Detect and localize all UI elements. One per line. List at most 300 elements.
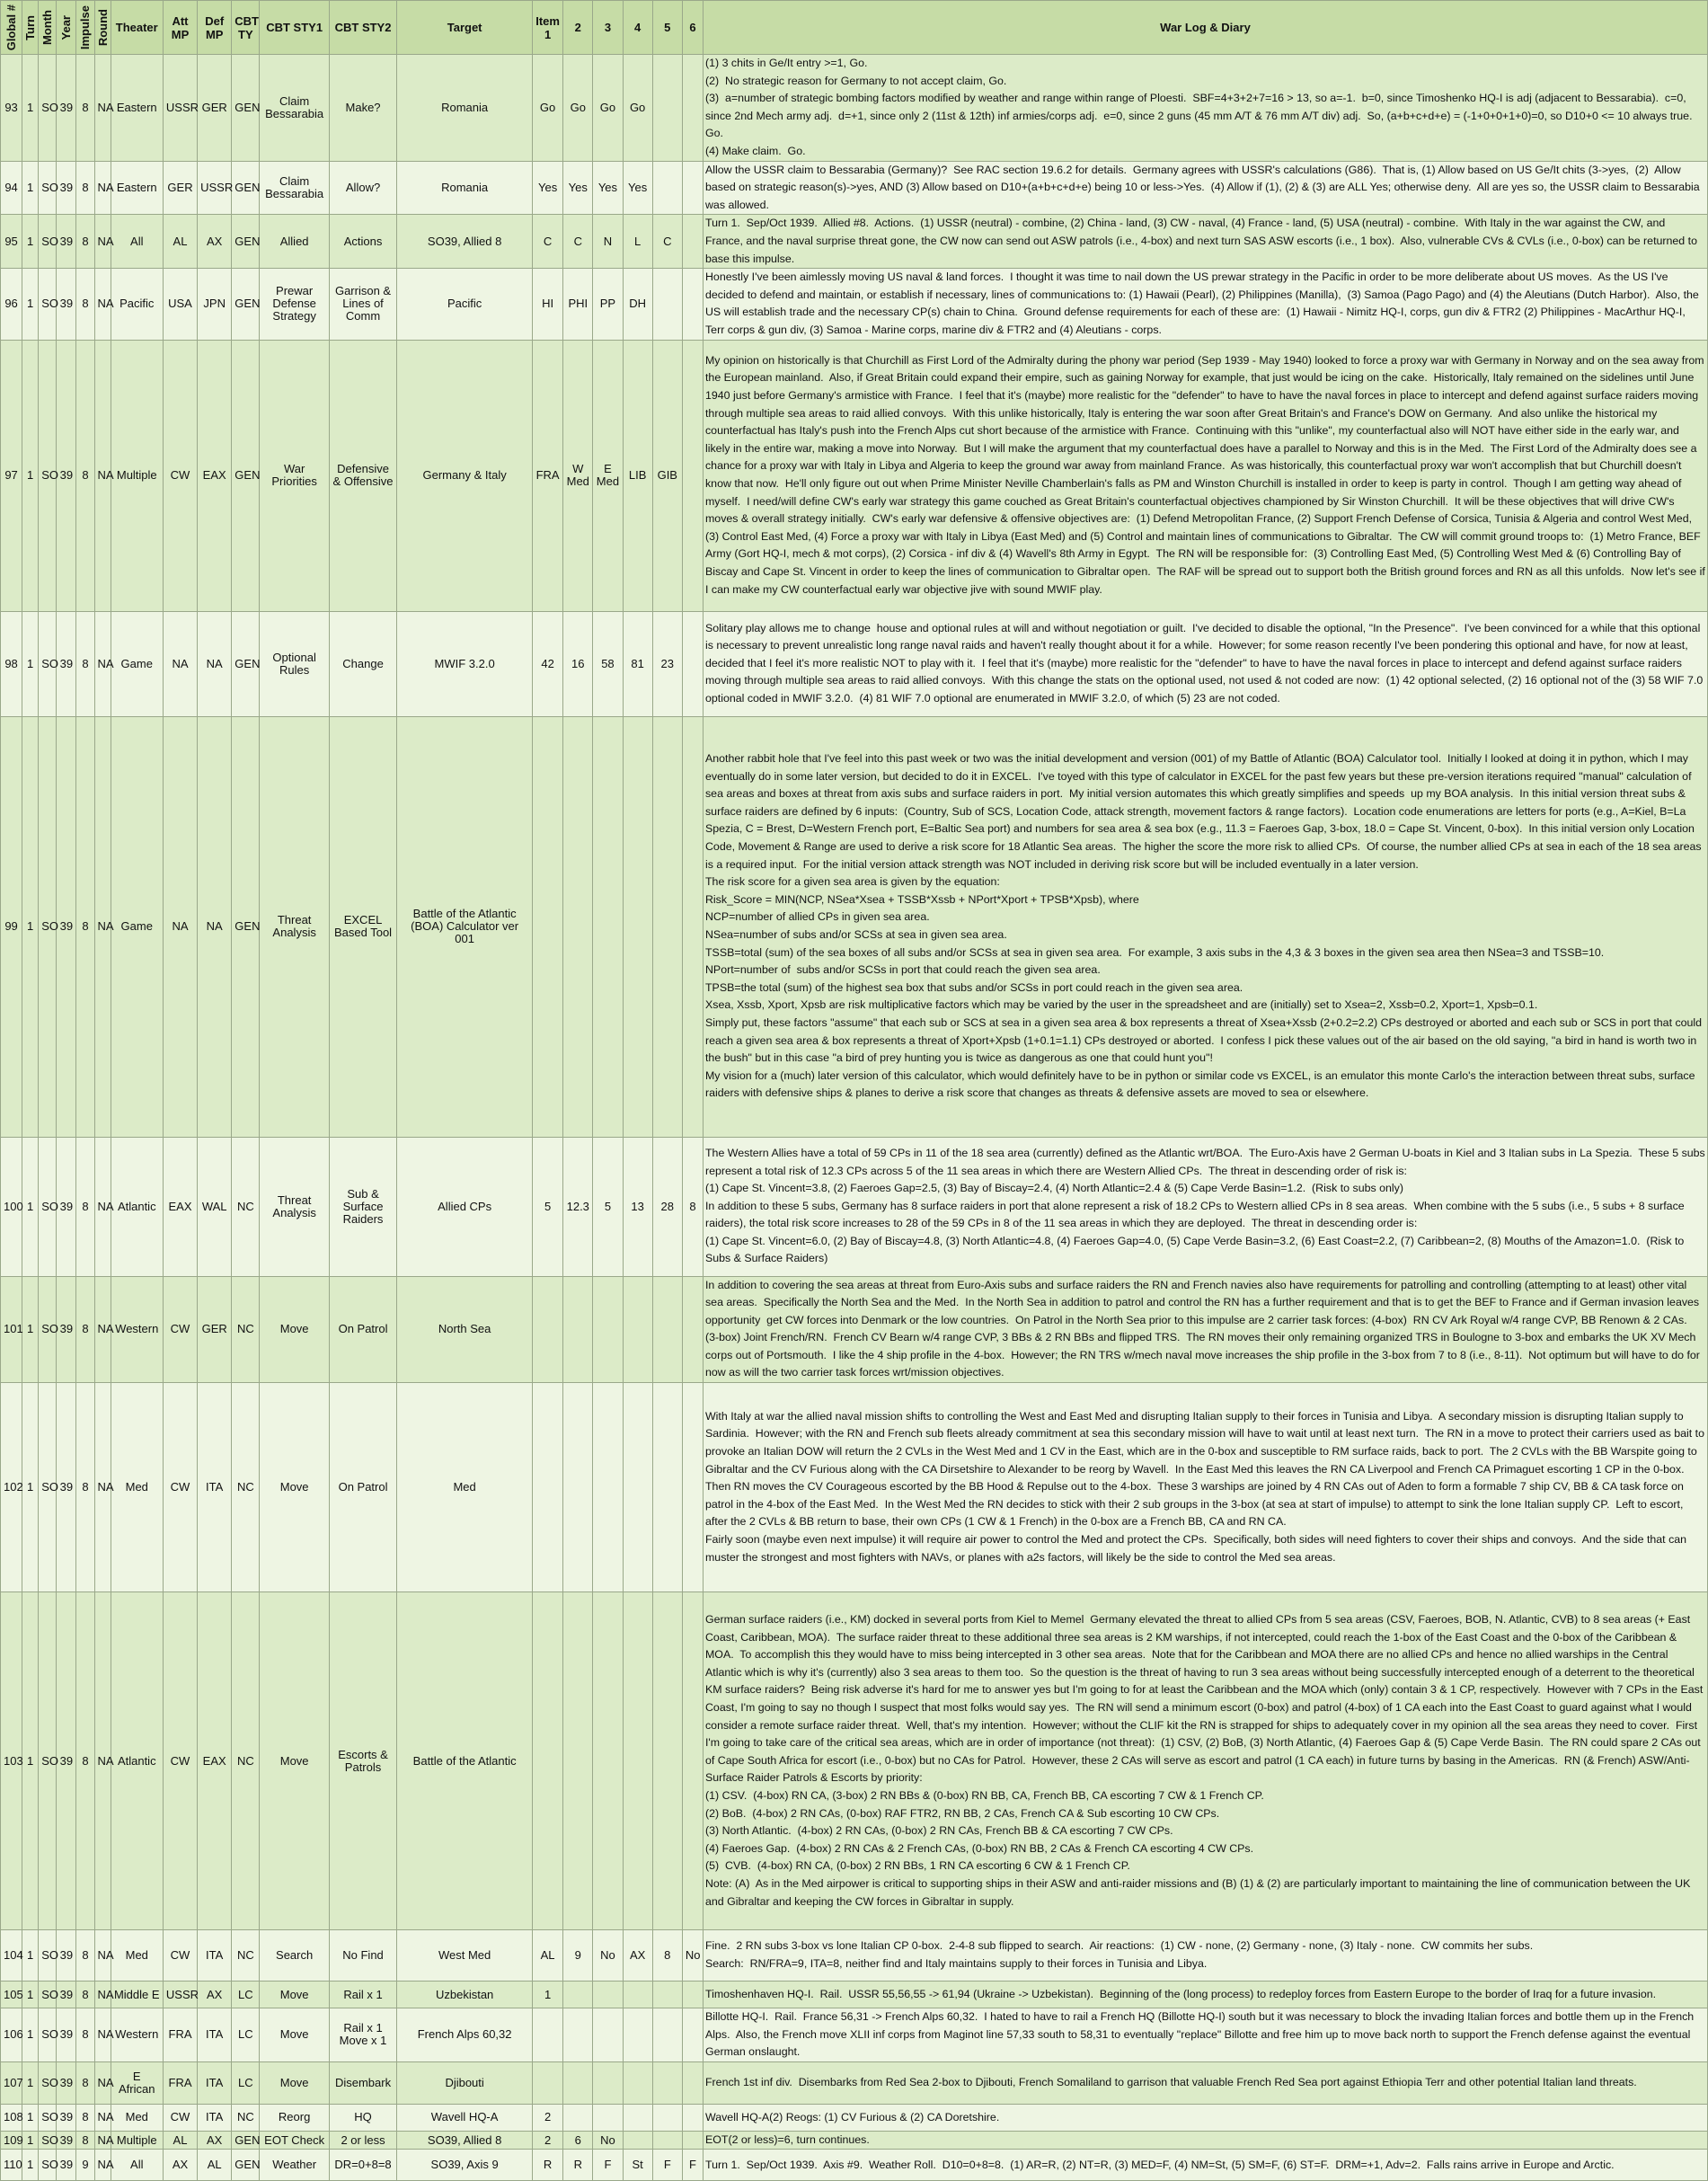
cell-att-mp[interactable]: USA: [163, 269, 197, 340]
cell-target[interactable]: Allied CPs: [397, 1137, 533, 1276]
cell-att-mp[interactable]: USSR: [163, 1982, 197, 2008]
cell-item-6[interactable]: [682, 1276, 703, 1383]
cell-cbt-sty1[interactable]: Move: [260, 1383, 329, 1592]
table-row[interactable]: [1, 1982, 1708, 2008]
cell-theater[interactable]: All: [111, 215, 163, 269]
cell-theater[interactable]: Atlantic: [111, 1592, 163, 1930]
cell-cbt-sty1[interactable]: Optional Rules: [260, 611, 329, 716]
cell-turn[interactable]: 1: [22, 55, 39, 162]
cell-item-1[interactable]: [533, 1383, 563, 1592]
cell-global[interactable]: 103: [1, 1592, 22, 1930]
cell-item-4[interactable]: Go: [623, 55, 652, 162]
cell-month[interactable]: SO: [39, 1276, 57, 1383]
table-row[interactable]: [1, 2104, 1708, 2131]
cell-year[interactable]: 39: [57, 1137, 76, 1276]
cell-cbt-sty1[interactable]: Claim Bessarabia: [260, 161, 329, 215]
cell-item-5[interactable]: [652, 1276, 682, 1383]
table-row[interactable]: [1, 340, 1708, 611]
cell-def-mp[interactable]: JPN: [198, 269, 232, 340]
cell-item-3[interactable]: F: [593, 2150, 623, 2181]
cell-att-mp[interactable]: CW: [163, 340, 197, 611]
cell-impulse[interactable]: 8: [76, 55, 94, 162]
cell-item-6[interactable]: [682, 340, 703, 611]
cell-global[interactable]: 104: [1, 1930, 22, 1982]
cell-item-3[interactable]: [593, 2061, 623, 2104]
cell-item-4[interactable]: [623, 1982, 652, 2008]
cell-item-3[interactable]: [593, 2104, 623, 2131]
cell-att-mp[interactable]: EAX: [163, 1137, 197, 1276]
cell-item-3[interactable]: No: [593, 2131, 623, 2150]
cell-war-log[interactable]: Turn 1. Sep/Oct 1939. Allied #8. Actions. (1) USSR (neutral) - combine, (2) China - land, (3) CW - naval, (4) France - land, (5) USA (neutral) - combine. With Italy in the war against the CW, and France, and the naval surprise threat gone, the CW now can send out ASW patrols (i.e., 4-box) and next turn SAS ASW escorts (i.e., 1 box). Also, vulnerable CVs & CVLs (i.e., 0-box) can be returned to base this impulse.: [703, 215, 1707, 269]
cell-def-mp[interactable]: ITA: [198, 1930, 232, 1982]
table-row[interactable]: [1, 2131, 1708, 2150]
cell-item-4[interactable]: St: [623, 2150, 652, 2181]
cell-item-5[interactable]: F: [652, 2150, 682, 2181]
cell-month[interactable]: SO: [39, 716, 57, 1137]
cell-impulse[interactable]: 8: [76, 161, 94, 215]
cell-month[interactable]: SO: [39, 2131, 57, 2150]
cell-item-1[interactable]: 2: [533, 2104, 563, 2131]
col-header-global[interactable]: Global #: [1, 1, 22, 55]
cell-item-5[interactable]: [652, 716, 682, 1137]
cell-def-mp[interactable]: AL: [198, 2150, 232, 2181]
col-header-theater[interactable]: Theater: [111, 1, 163, 55]
cell-cbt-ty[interactable]: GEN: [232, 55, 260, 162]
cell-item-6[interactable]: [682, 716, 703, 1137]
cell-cbt-ty[interactable]: GEN: [232, 215, 260, 269]
cell-impulse[interactable]: 8: [76, 716, 94, 1137]
cell-item-4[interactable]: [623, 1592, 652, 1930]
cell-item-2[interactable]: 9: [563, 1930, 593, 1982]
cell-target[interactable]: Wavell HQ-A: [397, 2104, 533, 2131]
cell-cbt-sty1[interactable]: Threat Analysis: [260, 1137, 329, 1276]
cell-def-mp[interactable]: ITA: [198, 2104, 232, 2131]
cell-month[interactable]: SO: [39, 340, 57, 611]
cell-item-6[interactable]: No: [682, 1930, 703, 1982]
cell-year[interactable]: 39: [57, 2104, 76, 2131]
cell-month[interactable]: SO: [39, 1137, 57, 1276]
cell-month[interactable]: SO: [39, 55, 57, 162]
cell-cbt-sty1[interactable]: Prewar Defense Strategy: [260, 269, 329, 340]
cell-war-log[interactable]: Billotte HQ-I. Rail. France 56,31 -> French Alps 60,32. I hated to have to rail a French HQ (Billotte HQ-I) south but it was necessary to block the invading Italian forces and bottle them up in the French Alps. Also, the French move XLII inf corps from Maginot line 57,33 south to 58,31 to eventually "replace" Billotte and free him up to move back north to support the French defense against the eventual German onslaught.: [703, 2008, 1707, 2062]
cell-cbt-ty[interactable]: GEN: [232, 2131, 260, 2150]
cell-cbt-sty1[interactable]: Move: [260, 1592, 329, 1930]
cell-target[interactable]: SO39, Axis 9: [397, 2150, 533, 2181]
cell-item-3[interactable]: [593, 1276, 623, 1383]
cell-item-3[interactable]: [593, 716, 623, 1137]
cell-item-1[interactable]: Go: [533, 55, 563, 162]
cell-theater[interactable]: Med: [111, 1930, 163, 1982]
cell-theater[interactable]: Atlantic: [111, 1137, 163, 1276]
cell-item-1[interactable]: [533, 1592, 563, 1930]
cell-round[interactable]: NA: [94, 2061, 111, 2104]
cell-item-6[interactable]: [682, 161, 703, 215]
cell-target[interactable]: Germany & Italy: [397, 340, 533, 611]
table-row[interactable]: [1, 2061, 1708, 2104]
cell-theater[interactable]: Eastern: [111, 55, 163, 162]
cell-cbt-sty2[interactable]: No Find: [329, 1930, 396, 1982]
cell-global[interactable]: 101: [1, 1276, 22, 1383]
cell-def-mp[interactable]: AX: [198, 1982, 232, 2008]
cell-att-mp[interactable]: CW: [163, 1592, 197, 1930]
cell-month[interactable]: SO: [39, 215, 57, 269]
cell-cbt-ty[interactable]: GEN: [232, 2150, 260, 2181]
cell-round[interactable]: NA: [94, 716, 111, 1137]
cell-item-2[interactable]: 16: [563, 611, 593, 716]
cell-item-1[interactable]: FRA: [533, 340, 563, 611]
cell-cbt-ty[interactable]: LC: [232, 2008, 260, 2062]
cell-year[interactable]: 39: [57, 2131, 76, 2150]
col-header-target[interactable]: Target: [397, 1, 533, 55]
cell-theater[interactable]: E African: [111, 2061, 163, 2104]
cell-item-4[interactable]: [623, 2061, 652, 2104]
cell-item-3[interactable]: No: [593, 1930, 623, 1982]
cell-item-5[interactable]: [652, 161, 682, 215]
cell-item-1[interactable]: HI: [533, 269, 563, 340]
cell-cbt-sty2[interactable]: EXCEL Based Tool: [329, 716, 396, 1137]
cell-item-4[interactable]: 13: [623, 1137, 652, 1276]
cell-target[interactable]: Pacific: [397, 269, 533, 340]
cell-item-2[interactable]: PHI: [563, 269, 593, 340]
col-header-item-5[interactable]: 5: [652, 1, 682, 55]
col-header-item-2[interactable]: 2: [563, 1, 593, 55]
cell-item-6[interactable]: [682, 611, 703, 716]
cell-impulse[interactable]: 8: [76, 2131, 94, 2150]
cell-turn[interactable]: 1: [22, 2008, 39, 2062]
col-header-def-mp[interactable]: Def MP: [198, 1, 232, 55]
cell-turn[interactable]: 1: [22, 716, 39, 1137]
cell-global[interactable]: 96: [1, 269, 22, 340]
cell-def-mp[interactable]: USSR: [198, 161, 232, 215]
col-header-cbt-ty[interactable]: CBT TY: [232, 1, 260, 55]
cell-impulse[interactable]: 8: [76, 1276, 94, 1383]
cell-target[interactable]: Uzbekistan: [397, 1982, 533, 2008]
cell-month[interactable]: SO: [39, 2008, 57, 2062]
cell-war-log[interactable]: EOT(2 or less)=6, turn continues.: [703, 2131, 1707, 2150]
cell-cbt-sty2[interactable]: Sub & Surface Raiders: [329, 1137, 396, 1276]
cell-def-mp[interactable]: NA: [198, 611, 232, 716]
cell-item-3[interactable]: PP: [593, 269, 623, 340]
cell-global[interactable]: 109: [1, 2131, 22, 2150]
cell-round[interactable]: NA: [94, 340, 111, 611]
cell-item-4[interactable]: LIB: [623, 340, 652, 611]
col-header-item-6[interactable]: 6: [682, 1, 703, 55]
cell-turn[interactable]: 1: [22, 2104, 39, 2131]
cell-item-5[interactable]: [652, 1383, 682, 1592]
cell-global[interactable]: 106: [1, 2008, 22, 2062]
cell-item-5[interactable]: [652, 2131, 682, 2150]
cell-item-4[interactable]: DH: [623, 269, 652, 340]
cell-year[interactable]: 39: [57, 269, 76, 340]
cell-turn[interactable]: 1: [22, 215, 39, 269]
cell-cbt-sty2[interactable]: Garrison & Lines of Comm: [329, 269, 396, 340]
cell-round[interactable]: NA: [94, 2131, 111, 2150]
cell-att-mp[interactable]: NA: [163, 716, 197, 1137]
cell-item-6[interactable]: [682, 2008, 703, 2062]
col-header-att-mp[interactable]: Att MP: [163, 1, 197, 55]
table-row[interactable]: [1, 55, 1708, 162]
cell-att-mp[interactable]: CW: [163, 1383, 197, 1592]
cell-round[interactable]: NA: [94, 611, 111, 716]
cell-month[interactable]: SO: [39, 1982, 57, 2008]
cell-item-4[interactable]: [623, 1276, 652, 1383]
cell-round[interactable]: NA: [94, 269, 111, 340]
cell-cbt-ty[interactable]: GEN: [232, 611, 260, 716]
cell-cbt-sty1[interactable]: War Priorities: [260, 340, 329, 611]
cell-item-2[interactable]: [563, 716, 593, 1137]
cell-round[interactable]: NA: [94, 1383, 111, 1592]
cell-year[interactable]: 39: [57, 716, 76, 1137]
table-row[interactable]: [1, 2008, 1708, 2062]
cell-item-3[interactable]: [593, 2008, 623, 2062]
cell-theater[interactable]: Game: [111, 611, 163, 716]
cell-item-3[interactable]: E Med: [593, 340, 623, 611]
cell-war-log[interactable]: Honestly I've been aimlessly moving US naval & land forces. I thought it was time to nail down the US prewar strategy in the Pacific in order to be more deliberate about US moves. As the US I've decided to defend and maintain, or establish if necessary, lines of communications to: (1) Hawaii (Pearl), (2) Philippines (Manilla), (3) Samoa (Pago Pago) and (4) the Aleutians (Dutch Harbor). Also, the US will establish trade and the necessary CP(s) chain to China. Ground defense requirements for each of these are: (1) Hawaii - Nimitz HQ-I, corps, gun div & FTR2 (2) Philippines - MacArthur HQ-I, Terr corps & gun div, (3) Samoa - Marine corps, marine div & FTR2 and (4) Aleutians - corps.: [703, 269, 1707, 340]
col-header-cbt-sty1[interactable]: CBT STY1: [260, 1, 329, 55]
cell-global[interactable]: 99: [1, 716, 22, 1137]
cell-def-mp[interactable]: WAL: [198, 1137, 232, 1276]
cell-cbt-ty[interactable]: LC: [232, 2061, 260, 2104]
table-row[interactable]: [1, 269, 1708, 340]
cell-item-1[interactable]: [533, 2061, 563, 2104]
cell-war-log[interactable]: Wavell HQ-A(2) Reogs: (1) CV Furious & (2) CA Doretshire.: [703, 2104, 1707, 2131]
cell-item-2[interactable]: C: [563, 215, 593, 269]
cell-cbt-sty2[interactable]: Rail x 1: [329, 1982, 396, 2008]
cell-war-log[interactable]: Solitary play allows me to change house and optional rules at will and without negotiation or guilt. I've decided to disable the optional, "In the Presence". I've been convinced for a while that this optional is necessary to prevent unrealistic long range naval raids and haven't really thought about it for a while. However; for some reason recently I've been pondering this optional and have, for now at least, decided that I feel it's more realistic NOT to play with it. I feel that it's (maybe) more realistic for the "defender" to have to have the naval forces in place to intercept and defend against surface raiders moving through multiple sea areas to raid allied convoys. With this change the stats on the optional used, not used & not coded are now: (1) 42 optional selected, (2) 16 optional not of the (3) 58 WIF 7.0 optional coded in MWIF 3.2.0. (4) 81 WIF 7.0 optional are enumerated in MWIF 3.2.0, of which (5) 23 are not coded.: [703, 611, 1707, 716]
cell-month[interactable]: SO: [39, 2061, 57, 2104]
cell-month[interactable]: SO: [39, 1592, 57, 1930]
cell-global[interactable]: 107: [1, 2061, 22, 2104]
cell-item-2[interactable]: [563, 1592, 593, 1930]
cell-att-mp[interactable]: FRA: [163, 2008, 197, 2062]
table-row[interactable]: [1, 215, 1708, 269]
cell-turn[interactable]: 1: [22, 2131, 39, 2150]
cell-year[interactable]: 39: [57, 340, 76, 611]
cell-target[interactable]: Battle of the Atlantic: [397, 1592, 533, 1930]
cell-item-5[interactable]: C: [652, 215, 682, 269]
cell-round[interactable]: NA: [94, 2008, 111, 2062]
cell-item-5[interactable]: [652, 1592, 682, 1930]
cell-turn[interactable]: 1: [22, 1592, 39, 1930]
cell-turn[interactable]: 1: [22, 161, 39, 215]
cell-round[interactable]: NA: [94, 55, 111, 162]
cell-item-6[interactable]: 8: [682, 1137, 703, 1276]
cell-item-4[interactable]: L: [623, 215, 652, 269]
cell-cbt-sty2[interactable]: Rail x 1 Move x 1: [329, 2008, 396, 2062]
cell-target[interactable]: West Med: [397, 1930, 533, 1982]
cell-item-2[interactable]: [563, 1276, 593, 1383]
cell-year[interactable]: 39: [57, 1982, 76, 2008]
cell-item-2[interactable]: [563, 2008, 593, 2062]
cell-item-6[interactable]: [682, 2131, 703, 2150]
cell-month[interactable]: SO: [39, 1930, 57, 1982]
col-header-cbt-sty2[interactable]: CBT STY2: [329, 1, 396, 55]
cell-global[interactable]: 102: [1, 1383, 22, 1592]
cell-def-mp[interactable]: GER: [198, 55, 232, 162]
cell-def-mp[interactable]: GER: [198, 1276, 232, 1383]
cell-year[interactable]: 39: [57, 55, 76, 162]
cell-item-1[interactable]: Yes: [533, 161, 563, 215]
cell-item-2[interactable]: [563, 2104, 593, 2131]
cell-item-3[interactable]: 5: [593, 1137, 623, 1276]
cell-cbt-sty2[interactable]: On Patrol: [329, 1276, 396, 1383]
cell-item-5[interactable]: [652, 2008, 682, 2062]
cell-year[interactable]: 39: [57, 1383, 76, 1592]
cell-item-1[interactable]: 1: [533, 1982, 563, 2008]
col-header-round[interactable]: Round: [94, 1, 111, 55]
cell-global[interactable]: 95: [1, 215, 22, 269]
cell-cbt-sty2[interactable]: Make?: [329, 55, 396, 162]
cell-cbt-ty[interactable]: LC: [232, 1982, 260, 2008]
cell-item-1[interactable]: 5: [533, 1137, 563, 1276]
cell-item-3[interactable]: [593, 1383, 623, 1592]
table-row[interactable]: [1, 1137, 1708, 1276]
cell-item-2[interactable]: [563, 2061, 593, 2104]
cell-turn[interactable]: 1: [22, 611, 39, 716]
cell-impulse[interactable]: 8: [76, 1592, 94, 1930]
cell-item-5[interactable]: 23: [652, 611, 682, 716]
cell-turn[interactable]: 1: [22, 1982, 39, 2008]
cell-item-6[interactable]: [682, 1383, 703, 1592]
cell-item-2[interactable]: Go: [563, 55, 593, 162]
cell-global[interactable]: 100: [1, 1137, 22, 1276]
col-header-month[interactable]: Month: [39, 1, 57, 55]
cell-att-mp[interactable]: AX: [163, 2150, 197, 2181]
cell-def-mp[interactable]: ITA: [198, 2008, 232, 2062]
cell-def-mp[interactable]: EAX: [198, 340, 232, 611]
cell-item-3[interactable]: 58: [593, 611, 623, 716]
cell-target[interactable]: Med: [397, 1383, 533, 1592]
col-header-impulse[interactable]: Impulse: [76, 1, 94, 55]
cell-item-2[interactable]: 6: [563, 2131, 593, 2150]
cell-year[interactable]: 39: [57, 1592, 76, 1930]
cell-item-3[interactable]: Go: [593, 55, 623, 162]
cell-global[interactable]: 93: [1, 55, 22, 162]
cell-year[interactable]: 39: [57, 611, 76, 716]
cell-target[interactable]: MWIF 3.2.0: [397, 611, 533, 716]
cell-target[interactable]: Romania: [397, 55, 533, 162]
cell-impulse[interactable]: 8: [76, 215, 94, 269]
cell-impulse[interactable]: 8: [76, 1383, 94, 1592]
cell-round[interactable]: NA: [94, 215, 111, 269]
cell-turn[interactable]: 1: [22, 1383, 39, 1592]
cell-cbt-ty[interactable]: NC: [232, 1592, 260, 1930]
cell-item-4[interactable]: [623, 2008, 652, 2062]
cell-theater[interactable]: Multiple: [111, 340, 163, 611]
cell-item-2[interactable]: W Med: [563, 340, 593, 611]
cell-cbt-ty[interactable]: NC: [232, 2104, 260, 2131]
cell-item-2[interactable]: 12.3: [563, 1137, 593, 1276]
cell-round[interactable]: NA: [94, 1930, 111, 1982]
cell-def-mp[interactable]: AX: [198, 2131, 232, 2150]
cell-target[interactable]: French Alps 60,32: [397, 2008, 533, 2062]
cell-target[interactable]: SO39, Allied 8: [397, 2131, 533, 2150]
cell-theater[interactable]: Med: [111, 2104, 163, 2131]
cell-war-log[interactable]: Timoshenhaven HQ-I. Rail. USSR 55,56,55 -> 61,94 (Ukraine -> Uzbekistan). Beginning of the (long process) to redeploy forces from Eastern Europe to the border of Iraq for a future invasion.: [703, 1982, 1707, 2008]
cell-war-log[interactable]: French 1st inf div. Disembarks from Red Sea 2-box to Djibouti, French Somaliland to garrison that valuable French Red Sea port against Ethiopia Terr and other potential Italian land threats.: [703, 2061, 1707, 2104]
cell-cbt-ty[interactable]: NC: [232, 1137, 260, 1276]
table-row[interactable]: [1, 161, 1708, 215]
cell-item-1[interactable]: [533, 1276, 563, 1383]
cell-item-4[interactable]: [623, 2104, 652, 2131]
cell-year[interactable]: 39: [57, 215, 76, 269]
cell-impulse[interactable]: 8: [76, 1982, 94, 2008]
cell-theater[interactable]: Western: [111, 1276, 163, 1383]
cell-cbt-sty2[interactable]: Disembark: [329, 2061, 396, 2104]
cell-item-2[interactable]: [563, 1982, 593, 2008]
cell-item-6[interactable]: [682, 1982, 703, 2008]
cell-item-6[interactable]: [682, 215, 703, 269]
cell-cbt-sty1[interactable]: Reorg: [260, 2104, 329, 2131]
cell-target[interactable]: North Sea: [397, 1276, 533, 1383]
cell-war-log[interactable]: Fine. 2 RN subs 3-box vs lone Italian CP 0-box. 2-4-8 sub flipped to search. Air reactions: (1) CW - none, (2) Germany - none, (3) Italy - none. CW commits her subs. Search: RN/FRA=9, ITA=8, neither find and Italy maintains supply to their forces in Tunisia and Libya.: [703, 1930, 1707, 1982]
cell-item-1[interactable]: R: [533, 2150, 563, 2181]
cell-item-4[interactable]: [623, 2131, 652, 2150]
cell-target[interactable]: SO39, Allied 8: [397, 215, 533, 269]
cell-item-3[interactable]: [593, 1982, 623, 2008]
cell-cbt-ty[interactable]: NC: [232, 1930, 260, 1982]
cell-year[interactable]: 39: [57, 2008, 76, 2062]
cell-theater[interactable]: Med: [111, 1383, 163, 1592]
cell-cbt-ty[interactable]: GEN: [232, 269, 260, 340]
cell-round[interactable]: NA: [94, 1592, 111, 1930]
cell-turn[interactable]: 1: [22, 2061, 39, 2104]
cell-global[interactable]: 105: [1, 1982, 22, 2008]
cell-cbt-sty1[interactable]: Threat Analysis: [260, 716, 329, 1137]
cell-round[interactable]: NA: [94, 161, 111, 215]
cell-global[interactable]: 97: [1, 340, 22, 611]
cell-cbt-sty2[interactable]: On Patrol: [329, 1383, 396, 1592]
cell-cbt-sty2[interactable]: Allow?: [329, 161, 396, 215]
cell-theater[interactable]: Middle E: [111, 1982, 163, 2008]
cell-item-3[interactable]: N: [593, 215, 623, 269]
cell-impulse[interactable]: 8: [76, 611, 94, 716]
cell-round[interactable]: NA: [94, 2104, 111, 2131]
cell-item-4[interactable]: Yes: [623, 161, 652, 215]
cell-att-mp[interactable]: AL: [163, 215, 197, 269]
cell-item-1[interactable]: AL: [533, 1930, 563, 1982]
cell-theater[interactable]: Multiple: [111, 2131, 163, 2150]
cell-turn[interactable]: 1: [22, 1276, 39, 1383]
cell-year[interactable]: 39: [57, 1930, 76, 1982]
cell-theater[interactable]: Western: [111, 2008, 163, 2062]
col-header-war-log[interactable]: War Log & Diary: [703, 1, 1707, 55]
table-row[interactable]: [1, 1276, 1708, 1383]
cell-att-mp[interactable]: FRA: [163, 2061, 197, 2104]
cell-item-2[interactable]: R: [563, 2150, 593, 2181]
cell-item-6[interactable]: [682, 2104, 703, 2131]
cell-att-mp[interactable]: CW: [163, 2104, 197, 2131]
cell-impulse[interactable]: 8: [76, 2008, 94, 2062]
cell-item-5[interactable]: [652, 55, 682, 162]
cell-att-mp[interactable]: NA: [163, 611, 197, 716]
cell-cbt-sty1[interactable]: Move: [260, 1276, 329, 1383]
cell-turn[interactable]: 1: [22, 1137, 39, 1276]
cell-att-mp[interactable]: CW: [163, 1930, 197, 1982]
cell-turn[interactable]: 1: [22, 1930, 39, 1982]
col-header-item-1[interactable]: Item 1: [533, 1, 563, 55]
col-header-item-4[interactable]: 4: [623, 1, 652, 55]
cell-round[interactable]: NA: [94, 2150, 111, 2181]
cell-war-log[interactable]: Another rabbit hole that I've feel into this past week or two was the initial development and version (001) of my Battle of Atlantic (BOA) Calculator tool. Initially I looked at doing it in python, which I may eventually do in some later version, but decided to do it in EXCEL. I've toyed with this type of calculator in EXCEL for the past few years but these pre-version iterations required "manual" calculation of sea areas and boxes at threat from axis subs and surface raiders in port. My initial version automates this which greatly simplifies and speeds up my BOA analysis. In this initial version threat subs & surface raiders are defined by 6 inputs: (Country, Sub of SCS, Location Code, attack strength, movement factors & range factors). Location code enumerations are letters for ports (e.g., A=Kiel, B=La Spezia, C = Brest, D=Western French port, E=Baltic Sea port) and numbers for sea area & sea box (e.g., 11.3 = Faeroes Gap, 3-box, 18.0 = Cape St. Vincent, 0-box). In this initial version only Location Code, Movement & Range are used to derive a risk score for 18 Atlantic Sea areas. The higher the score the more risk to allied CPs. Of course, the number allied CPs at sea in each of the 18 sea areas is a required input. For the initial version attack strength was NOT included in deriving risk score but will be included eventually in a later version. The risk score for a given sea area is given by the equation: Risk_Score = MIN(NCP, NSea*Xsea + TSSB*Xssb + NPort*Xport + TPSB*Xpsb), where NCP=number of allied CPs in given sea area. NSea=number of subs and/or SCSs at sea in given sea area. TSSB=total (sum) of the sea boxes of all subs and/or SCSs at sea in given sea area. For example, 3 axis subs in the 4,3 & 3 boxes in the given sea area then NSea=3 and TSSB=10. NPort=number of subs and/or SCSs in port that could reach the given sea area. TPSB=the total (sum) of the highest sea box that subs and/or SCSs in port could reach in the given sea area. Xsea, Xssb, Xport, Xpsb are risk multiplicative factors which may be varied by the user in the spreadsheet and are (initially) set to Xsea=2, Xssb=0.2, Xport=1, Xpsb=0.1. Simply put, these factors "assume" that each sub or SCS at sea in a given sea area & box represents a threat of Xsea+Xssb (2+0.2=2.2) CPs destroyed or aborted and each sub or SCS in port that could reach a given sea area & box represents a threat of Xport+Xpsb (1+0.1=1.1) CPs destroyed or aborted. I confess I pick these values out of the air based on the old saying, "a bird in hand is worth two in the bush" but in this case "a bird of prey hunting you is twice as dangerous as one that could hunt you"! My vision for a (much) later version of this calculator, which would definitely have to be in python or similar code vs EXCEL, is an emulator this monte Carlo's the interaction between threat subs, surface raiders with defensive ships & planes to derive a risk score that changes as threats & defensive assets are moved to sea or elsewhere.: [703, 716, 1707, 1137]
col-header-item-3[interactable]: 3: [593, 1, 623, 55]
cell-global[interactable]: 110: [1, 2150, 22, 2181]
cell-war-log[interactable]: (1) 3 chits in Ge/It entry >=1, Go. (2) No strategic reason for Germany to not accept claim, Go. (3) a=number of strategic bombing factors modified by weather and range within range of Ploesti. SBF=4+3+2+7=16 > 13, so a=-1. b=0, since Timoshenko HQ-I is adj (adjacent to Bessarabia). c=0, since 2nd Mech army adj. d=+1, since only 2 (11st & 12th) inf armies/corps adj. e=0, since 2 guns (45 mm A/T & 76 mm A/T div) adj. So, (a+b+c+d+e) = (-1+0+0+1+0)=0, so D10+0 <= 10 always true. Go. (4) Make claim. Go.: [703, 55, 1707, 162]
cell-cbt-ty[interactable]: NC: [232, 1383, 260, 1592]
cell-global[interactable]: 94: [1, 161, 22, 215]
cell-def-mp[interactable]: ITA: [198, 2061, 232, 2104]
cell-cbt-sty2[interactable]: Defensive & Offensive: [329, 340, 396, 611]
